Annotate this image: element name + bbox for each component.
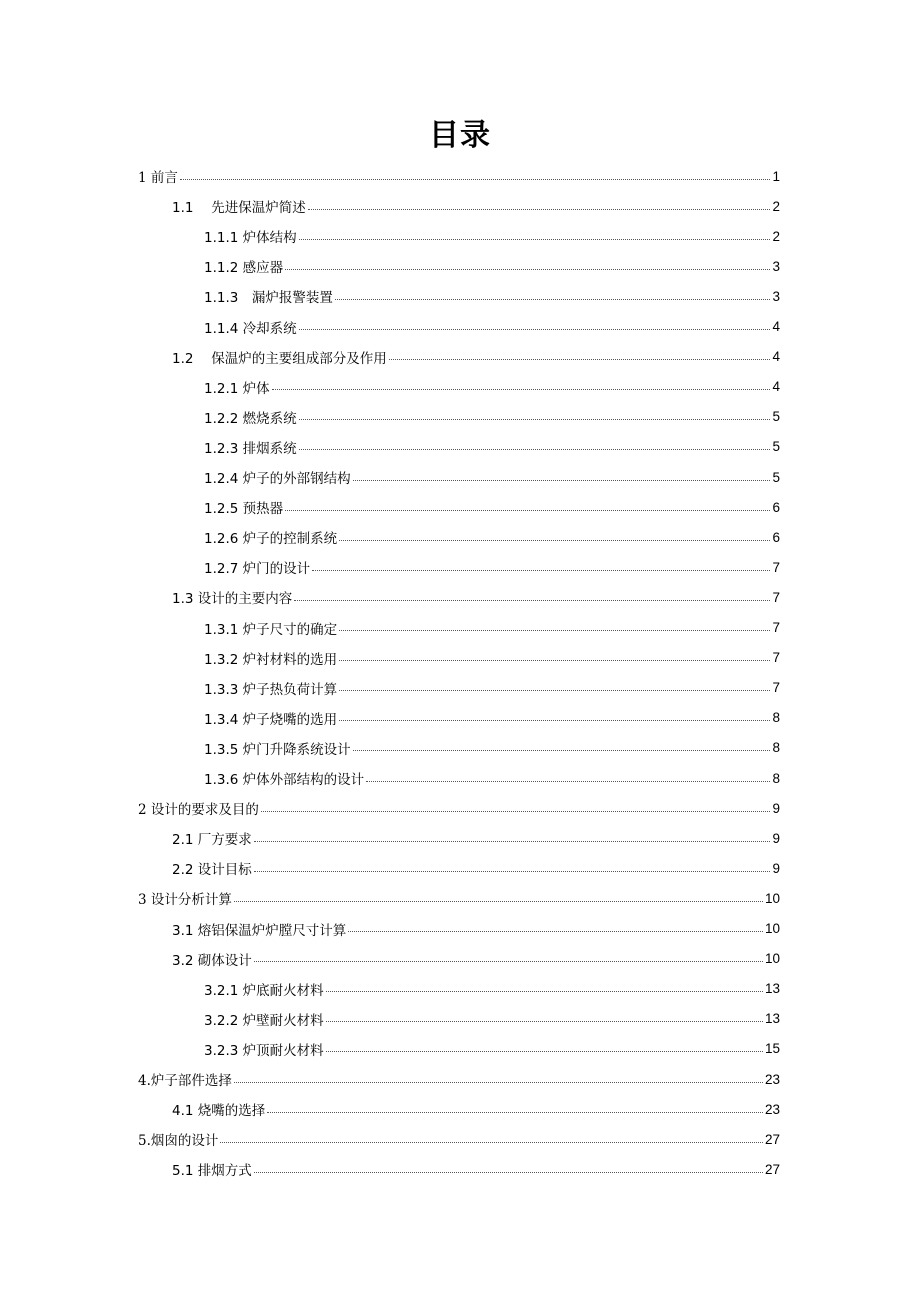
toc-entry[interactable] <box>172 1094 780 1124</box>
toc-entry-page-number: 7 <box>772 680 780 696</box>
toc-entry[interactable] <box>204 221 780 251</box>
toc-entry[interactable] <box>172 582 780 612</box>
toc-entry-label: 4.炉子部件选择 <box>138 1073 232 1089</box>
toc-entry-label: 1.1.1 炉体结构 <box>204 230 297 247</box>
toc-entry-page-number: 7 <box>772 650 780 666</box>
toc-entry-label: 1.3.4 炉子烧嘴的选用 <box>204 711 338 728</box>
toc-entry-page-number: 8 <box>772 740 780 756</box>
toc-entry-page-number: 5 <box>772 469 780 485</box>
toc-entry-page-number: 8 <box>772 770 780 786</box>
toc-entry-label: 1.2.4 炉子的外部钢结构 <box>204 471 351 487</box>
toc-entry-label: 1.3.6 炉体外部结构的设计 <box>204 772 365 788</box>
toc-entry-page-number: 2 <box>772 228 780 244</box>
toc-entry[interactable] <box>204 462 780 492</box>
page-title: 目录 <box>429 118 491 153</box>
toc-entry-page-number: 7 <box>772 620 780 635</box>
toc-entry-label: 2 设计的要求及目的 <box>138 802 259 819</box>
dot-leader <box>353 750 771 751</box>
toc-entry[interactable] <box>204 281 780 311</box>
toc-entry-label: 3 设计分析计算 <box>138 892 232 909</box>
toc-entry[interactable] <box>204 372 780 402</box>
dot-leader <box>267 1112 763 1113</box>
toc-entry[interactable] <box>138 793 780 823</box>
toc-entry-label: 3.1 熔铝保温炉炉膛尺寸计算 <box>172 922 347 939</box>
toc-entry-label: 1.2.1 炉体 <box>204 380 270 397</box>
dot-leader <box>234 901 763 902</box>
toc-entry-page-number: 4 <box>772 379 780 395</box>
toc-entry-page-number: 9 <box>772 860 780 876</box>
dot-leader <box>285 510 770 511</box>
toc-entry[interactable] <box>204 402 780 432</box>
toc-entry[interactable] <box>138 883 780 913</box>
toc-entry[interactable] <box>204 673 780 703</box>
toc-entry-label: 1.1.4 冷却系统 <box>204 320 297 337</box>
toc-entry[interactable] <box>138 1124 780 1154</box>
dot-leader <box>366 781 770 782</box>
toc-entry-page-number: 3 <box>772 258 780 274</box>
toc-entry[interactable] <box>204 1034 780 1064</box>
dot-leader <box>285 269 770 270</box>
toc-entry-label: 1.1 先进保温炉简述 <box>172 200 306 217</box>
toc-entry-label: 1.3.3 炉子热负荷计算 <box>204 681 338 698</box>
toc-entry-label: 4.1 烧嘴的选择 <box>172 1103 266 1120</box>
toc-entry-label: 1 前言 <box>138 170 178 186</box>
toc-entry-page-number: 10 <box>764 890 780 906</box>
toc-entry[interactable] <box>204 1004 780 1034</box>
toc-entry-page-number: 27 <box>764 1161 780 1177</box>
toc-entry[interactable] <box>204 432 780 462</box>
toc-entry-page-number: 2 <box>772 198 780 214</box>
dot-leader <box>339 690 770 691</box>
toc-entry-page-number: 1 <box>772 168 780 184</box>
toc-entry[interactable] <box>204 643 780 673</box>
dot-leader <box>353 480 771 481</box>
toc-entry-label: 2.2 设计目标 <box>172 862 252 879</box>
toc-entry[interactable] <box>138 1064 780 1094</box>
toc-entry-label: 1.1.2 感应器 <box>204 260 284 277</box>
toc-entry-page-number: 23 <box>764 1071 780 1087</box>
toc-entry[interactable] <box>172 944 780 974</box>
toc-entry-page-number: 13 <box>764 1011 780 1027</box>
dot-leader <box>254 841 771 842</box>
toc-entry-label: 1.3.2 炉衬材料的选用 <box>204 651 338 668</box>
toc-entry[interactable] <box>172 1154 780 1184</box>
dot-leader <box>339 660 770 661</box>
dot-leader <box>299 449 771 450</box>
toc-entry-page-number: 27 <box>764 1131 780 1147</box>
toc-entry[interactable] <box>204 733 780 763</box>
dot-leader <box>220 1142 763 1143</box>
toc-entry-page-number: 5 <box>772 409 780 425</box>
toc-entry-page-number: 8 <box>772 710 780 726</box>
toc-entry-page-number: 10 <box>764 951 780 967</box>
dot-leader <box>299 419 771 420</box>
dot-leader <box>254 961 763 962</box>
toc-entry-label: 5.烟囱的设计 <box>138 1133 219 1150</box>
dot-leader <box>339 540 770 541</box>
toc-entry[interactable] <box>204 763 780 793</box>
toc-entry-page-number: 4 <box>772 319 780 334</box>
toc-entry-label: 1.2.5 预热器 <box>204 501 284 518</box>
dot-leader <box>299 239 771 240</box>
toc-entry[interactable] <box>172 914 780 944</box>
toc-entry[interactable] <box>204 613 780 643</box>
toc-entry[interactable] <box>138 161 780 191</box>
toc-entry-page-number: 10 <box>764 921 780 936</box>
toc-entry[interactable] <box>172 342 780 372</box>
toc-entry[interactable] <box>204 703 780 733</box>
toc-entry-page-number: 15 <box>764 1041 780 1057</box>
toc-entry[interactable] <box>172 191 780 221</box>
dot-leader <box>180 179 771 180</box>
toc-entry[interactable] <box>172 853 780 883</box>
toc-entry[interactable] <box>204 974 780 1004</box>
dot-leader <box>299 329 771 330</box>
toc-entry-page-number: 4 <box>772 349 780 365</box>
toc-entry-label: 3.2.2 炉壁耐火材料 <box>204 1012 324 1029</box>
toc-entry-label: 5.1 排烟方式 <box>172 1163 252 1180</box>
toc-entry-label: 1.2 保温炉的主要组成部分及作用 <box>172 350 387 367</box>
toc-entry[interactable] <box>204 522 780 552</box>
dot-leader <box>312 570 770 571</box>
toc-entry[interactable] <box>204 312 780 342</box>
toc-entry-page-number: 7 <box>772 559 780 575</box>
toc-entry-label: 1.2.3 排烟系统 <box>204 440 297 457</box>
toc-entry-label: 1.1.3 漏炉报警装置 <box>204 290 333 307</box>
toc-entry-page-number: 6 <box>772 529 780 545</box>
dot-leader <box>254 871 771 872</box>
dot-leader <box>261 811 771 812</box>
toc-entry-page-number: 6 <box>772 499 780 515</box>
dot-leader <box>389 359 771 360</box>
dot-leader <box>326 1051 763 1052</box>
toc-entry-label: 3.2 砌体设计 <box>172 952 252 969</box>
dot-leader <box>254 1172 763 1173</box>
toc-entry-label: 2.1 厂方要求 <box>172 832 252 849</box>
toc-entry-label: 1.2.2 燃烧系统 <box>204 410 297 427</box>
dot-leader <box>339 720 770 721</box>
toc-entry-page-number: 7 <box>772 589 780 605</box>
dot-leader <box>326 1021 763 1022</box>
toc-entry-label: 1.3.5 炉门升降系统设计 <box>204 741 351 758</box>
toc-entry-page-number: 3 <box>772 288 780 304</box>
dot-leader <box>272 389 771 390</box>
toc-entry-page-number: 9 <box>772 830 780 846</box>
toc-entry-label: 1.3.1 炉子尺寸的确定 <box>204 621 338 638</box>
toc-entry-label: 3.2.3 炉顶耐火材料 <box>204 1042 324 1059</box>
toc-entry-page-number: 23 <box>764 1101 780 1117</box>
dot-leader <box>348 931 763 932</box>
toc-entry-page-number: 9 <box>772 800 780 816</box>
dot-leader <box>339 630 770 631</box>
dot-leader <box>326 991 763 992</box>
toc-entry[interactable] <box>204 552 780 582</box>
toc-entry[interactable] <box>204 492 780 522</box>
toc-entry-page-number: 13 <box>764 981 780 997</box>
toc-entry-label: 1.2.7 炉门的设计 <box>204 561 311 578</box>
toc-entry-label: 1.3 设计的主要内容 <box>172 591 293 608</box>
toc-entry-label: 3.2.1 炉底耐火材料 <box>204 982 324 999</box>
dot-leader <box>335 299 771 300</box>
toc-entry-page-number: 5 <box>772 439 780 455</box>
toc-entry-label: 1.2.6 炉子的控制系统 <box>204 531 338 548</box>
dot-leader <box>294 600 770 601</box>
dot-leader <box>234 1082 763 1083</box>
dot-leader <box>308 209 771 210</box>
toc-entry[interactable] <box>204 251 780 281</box>
toc-entry[interactable] <box>172 823 780 853</box>
